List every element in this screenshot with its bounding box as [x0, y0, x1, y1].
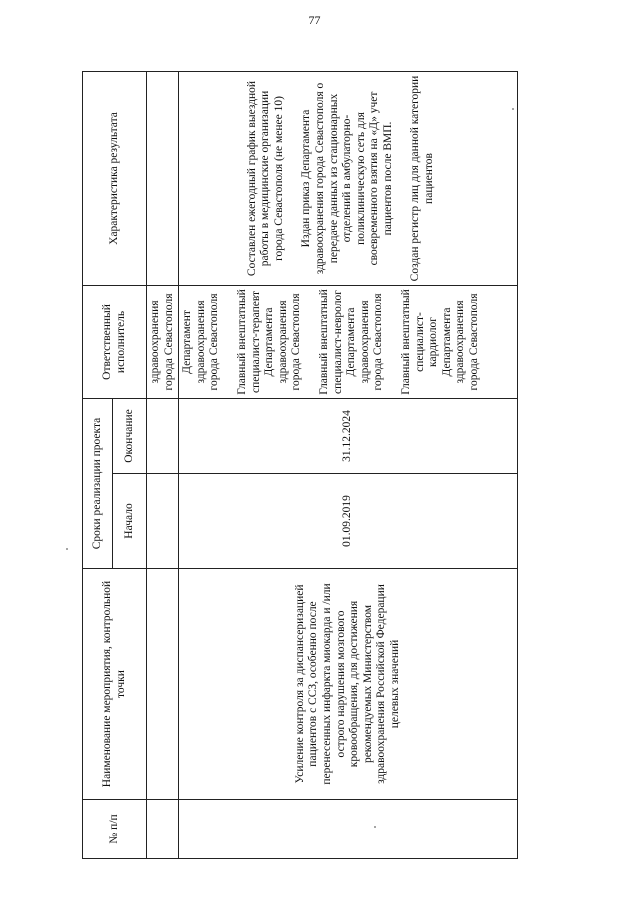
- responsible-item: Главный внештатный специалист-терапевт Департамента здравоохранения города Севастополя: [235, 289, 303, 395]
- row-responsible: [179, 285, 518, 398]
- responsible-item: Департамент здравоохранения города Севастополя: [181, 293, 221, 391]
- scan-speck: [374, 826, 376, 828]
- header-name: Наименование мероприятия, контрольной точки: [83, 569, 147, 800]
- header-start: Начало: [113, 474, 147, 569]
- cont-start: [147, 474, 179, 569]
- header-responsible: Ответственный исполнитель: [83, 285, 147, 398]
- row-num: [179, 800, 518, 859]
- header-terms: Сроки реализации проекта: [83, 398, 113, 568]
- responsible-item: Главный внештатный специалист-невролог Департамента здравоохранения города Севастополя: [317, 289, 385, 395]
- page-number: 77: [308, 13, 321, 27]
- cont-result: [147, 71, 179, 285]
- result-item: Создан регистр лиц для данной категории пациентов: [409, 75, 436, 282]
- result-item: Издан приказ Департамента здравоохранения города Севастополя о передаче данных из стационарных отделений в амбулаторно-поликлиническую сеть для своевременного взятия на «Д» учет пациентов после ВМП.: [300, 82, 394, 275]
- responsible-item: Главный внештатный специалист-кардиолог Департамента здравоохранения города Севастополя: [399, 289, 480, 395]
- header-end: Окончание: [113, 398, 147, 473]
- cont-num: [147, 800, 179, 859]
- header-num: № п/п: [83, 800, 147, 859]
- scan-speck: [512, 108, 514, 110]
- row-name: Усиление контроля за диспансеризацией пациентов с ССЗ, особенно после перенесенных инфаркта миокарда и /или острого нарушения мозгового кровообращения, для достижения рекомендуемых Министерством здравоохранения Российской Федерации целевых значений: [179, 569, 518, 800]
- row-end: 31.12.2024: [179, 398, 518, 473]
- row-start: 01.09.2019: [179, 474, 518, 569]
- row-result: [179, 71, 518, 285]
- rotated-table-wrapper: [82, 72, 518, 859]
- result-item: Составлен ежегодный график выездной работы в медицинские организации города Севастополя (не менее 10): [245, 80, 285, 277]
- table-row-main: [179, 71, 518, 858]
- header-result: Характеристика результата: [83, 71, 147, 285]
- events-table: [82, 71, 518, 859]
- scan-speck: [66, 548, 68, 550]
- table-row-continuation: [147, 71, 179, 858]
- cont-name: [147, 569, 179, 800]
- cont-end: [147, 398, 179, 473]
- cont-responsible: здравоохранения города Севастополя: [147, 285, 179, 398]
